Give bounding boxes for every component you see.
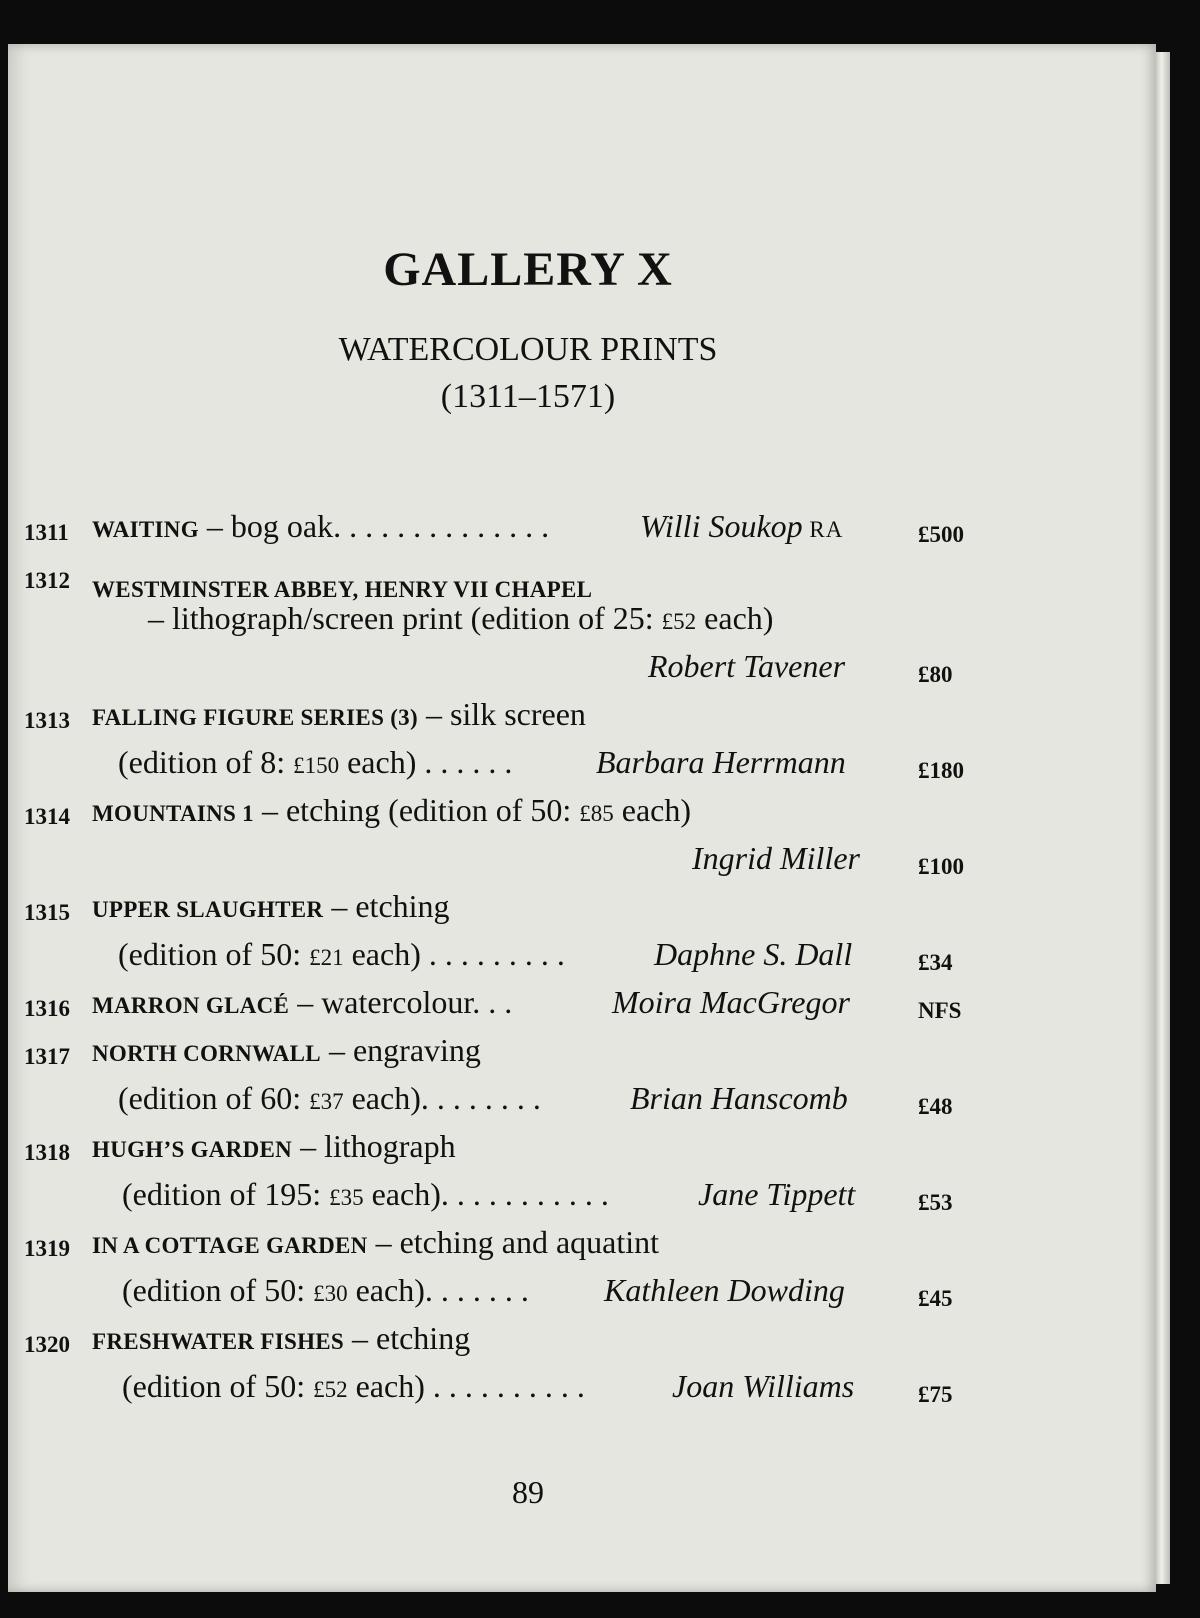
edition-price: £35 — [329, 1185, 364, 1210]
entry-medium: – watercolour. . . — [289, 984, 513, 1020]
entry-number: 1312 — [24, 568, 70, 593]
entry-price: £48 — [918, 1094, 953, 1119]
entry-price: £100 — [918, 854, 964, 879]
edition-text-end: each). . . . . . . . . . . — [363, 1176, 609, 1212]
entry-medium: – etching and aquatint — [367, 1224, 660, 1260]
edition-text: (edition of 8: — [118, 744, 294, 780]
entry-medium: – etching — [344, 1320, 471, 1356]
entry-title: WESTMINSTER ABBEY, HENRY VII CHAPEL — [92, 577, 593, 602]
page-edge — [1156, 52, 1170, 1584]
entry-artist: Moira MacGregor — [612, 984, 850, 1020]
page-title: GALLERY X — [383, 243, 673, 296]
entry-price: £53 — [918, 1190, 953, 1215]
entry-artist-suffix: RA — [802, 517, 844, 542]
entry-number: 1316 — [24, 996, 70, 1021]
edition-text-end: each) . . . . . . — [339, 744, 513, 780]
entry-medium: – etching (edition of 50: — [253, 792, 580, 828]
edition-price: £30 — [313, 1281, 348, 1306]
edition-price: £37 — [309, 1089, 344, 1114]
edition-price: £21 — [309, 945, 344, 970]
entry-number: 1318 — [24, 1140, 70, 1165]
edition-text: (edition of 50: — [122, 1368, 314, 1404]
entry-title: UPPER SLAUGHTER — [92, 897, 324, 922]
edition-text-end: each) . . . . . . . . . — [343, 936, 565, 972]
entry-medium: – engraving — [320, 1032, 481, 1068]
edition-text: (edition of 195: — [122, 1176, 330, 1212]
entry-title: FALLING FIGURE SERIES — [92, 705, 385, 730]
catalogue-entry-1320-edition — [8, 1368, 1156, 1416]
edition-price: £52 — [313, 1377, 348, 1402]
entry-price: £45 — [918, 1286, 953, 1311]
entry-title: HUGH’S GARDEN — [92, 1137, 293, 1162]
catalogue-entry-1315 — [8, 888, 1156, 936]
edition-price: £150 — [293, 753, 340, 778]
entry-artist: Robert Tavener — [648, 648, 846, 684]
page-number: 89 — [512, 1474, 544, 1510]
catalogue-entry-1319 — [8, 1224, 1156, 1272]
entry-title-extra: (3) — [384, 705, 418, 730]
edition-price: £85 — [579, 801, 614, 826]
entry-medium: – lithograph/screen print (edition of 25: — [148, 600, 662, 636]
entry-medium: – silk screen — [417, 696, 586, 732]
edition-text: (edition of 50: — [122, 1272, 314, 1308]
entry-number: 1317 — [24, 1044, 70, 1069]
entry-number: 1319 — [24, 1236, 70, 1261]
edition-text-end: each). . . . . . . . — [343, 1080, 541, 1116]
catalogue-page — [8, 44, 1156, 1592]
entry-medium-end: each) — [613, 792, 691, 828]
entry-artist: Kathleen Dowding — [604, 1272, 845, 1308]
entry-price: £500 — [918, 522, 964, 547]
catalogue-entry-1318-edition — [8, 1176, 1156, 1224]
entry-medium: – etching — [323, 888, 450, 924]
entry-price: £80 — [918, 662, 953, 687]
edition-text-end: each) . . . . . . . . . . — [347, 1368, 585, 1404]
catalogue-entry-1312-artist — [8, 648, 1156, 696]
entry-price: £180 — [918, 758, 964, 783]
catalogue-entry-1312-medium — [8, 600, 1156, 648]
catalogue-entry-1314 — [8, 792, 1156, 840]
catalogue-entry-1311 — [8, 508, 1156, 556]
catalogue-entry-1313 — [8, 696, 1156, 744]
entry-artist-line — [640, 508, 843, 545]
edition-text-end: each). . . . . . . — [347, 1272, 529, 1308]
entry-artist: Daphne S. Dall — [654, 936, 853, 972]
entry-artist: Ingrid Miller — [692, 840, 860, 876]
catalogue-entry-1320 — [8, 1320, 1156, 1368]
entry-number: 1314 — [24, 804, 70, 829]
catalogue-entry-1317 — [8, 1032, 1156, 1080]
catalogue-entry-1314-artist — [8, 840, 1156, 888]
catalogue-entry-1317-edition — [8, 1080, 1156, 1128]
entry-artist: Joan Williams — [672, 1368, 855, 1404]
entry-price: NFS — [918, 998, 962, 1023]
entry-medium: – lithograph — [292, 1128, 456, 1164]
catalogue-entry-1316 — [8, 984, 1156, 1032]
entry-title: FRESHWATER FISHES — [92, 1329, 344, 1354]
entry-artist: Willi Soukop — [640, 508, 803, 544]
catalogue-entry-1318 — [8, 1128, 1156, 1176]
entry-medium-end: each) — [696, 600, 774, 636]
entry-title: WAITING — [92, 517, 199, 542]
entry-title: NORTH CORNWALL — [92, 1041, 321, 1066]
entry-medium: – bog oak. . . . . . . . . . . . . . — [198, 508, 550, 544]
entry-number: 1313 — [24, 708, 70, 733]
entry-title: MOUNTAINS 1 — [92, 801, 254, 826]
entry-artist: Brian Hanscomb — [630, 1080, 848, 1116]
edition-text: (edition of 60: — [118, 1080, 310, 1116]
entry-price: £34 — [918, 950, 953, 975]
catalogue-entry-1312 — [8, 556, 1156, 604]
catalogue-entry-1315-edition — [8, 936, 1156, 984]
entry-price: £75 — [918, 1382, 953, 1407]
edition-text: (edition of 50: — [118, 936, 310, 972]
entry-title: IN A COTTAGE GARDEN — [92, 1233, 368, 1258]
catalogue-entry-1319-edition — [8, 1272, 1156, 1320]
entry-number: 1311 — [24, 520, 69, 545]
catalogue-range: (1311–1571) — [440, 378, 616, 415]
entry-number: 1320 — [24, 1332, 70, 1357]
page-subtitle: WATERCOLOUR PRINTS — [338, 331, 718, 368]
entry-artist: Jane Tippett — [698, 1176, 856, 1212]
entry-artist: Barbara Herrmann — [596, 744, 846, 780]
entry-title: MARRON GLACÉ — [92, 993, 290, 1018]
edition-price: £52 — [661, 609, 697, 634]
catalogue-entry-1313-edition — [8, 744, 1156, 792]
entry-number: 1315 — [24, 900, 70, 925]
